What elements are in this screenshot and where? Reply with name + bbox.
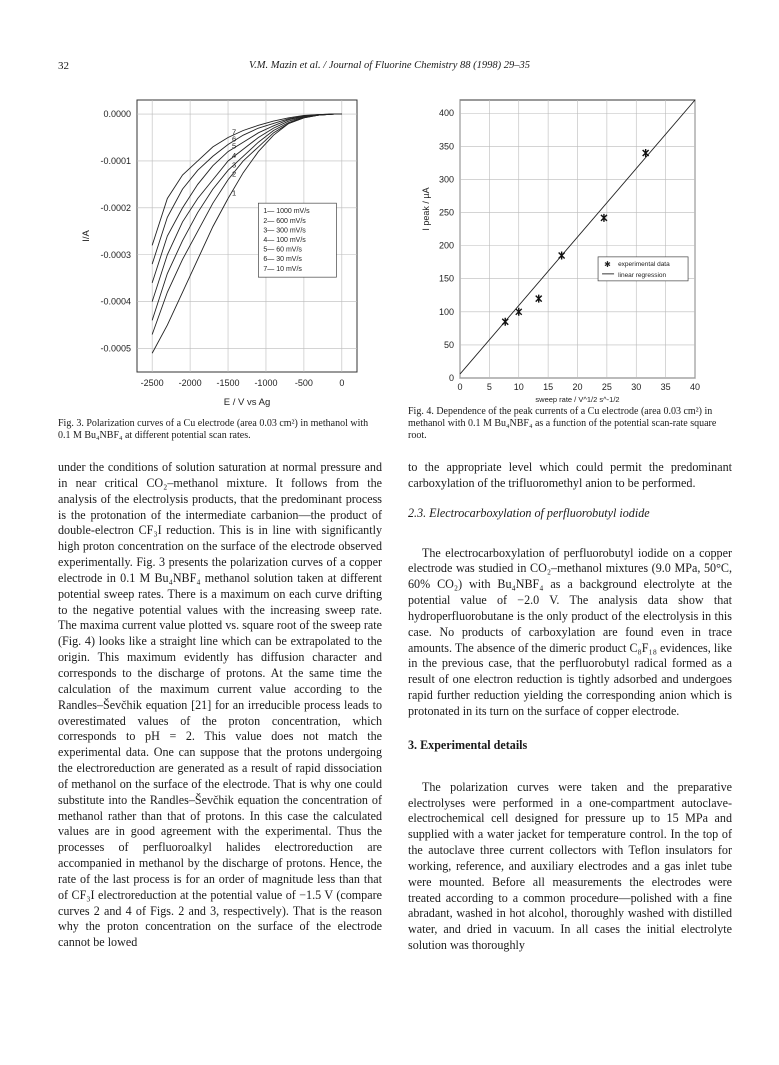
- y-tick-label: -0.0003: [100, 249, 131, 260]
- y-tick-label: 150: [438, 273, 454, 284]
- y-tick-label: 0.0000: [103, 109, 131, 120]
- figure-4-caption: Fig. 4. Dependence of the peak currents of a Cu electrode (area 0.03 cm²) in methanol with 0.1 M Bu₄NBF₄ as a function of the potential scan-rate square root.: [408, 406, 717, 441]
- curve-label: 5: [232, 141, 237, 151]
- paragraph: The polarization curves were taken and the preparative electrolyses were performed in a one-compartment autoclave-electrochemical cell designed for pressure up to 15 MPa and supplied with a water jacket for temperature control. In the top of the autoclave three current collectors with Teflon insulators for working, reference, and auxiliary electrodes and a gas inlet tube were mounted. Before all measurements the electrodes were treated according to a common procedure—polished with a fine abradant, washed in hot alcohol, thoroughly washed with distilled water, and dried in vacuum. In all cases the initial electrolyte solution was thoroughly: [408, 779, 732, 953]
- data-point: [536, 295, 542, 303]
- y-tick-label: -0.0001: [100, 155, 131, 166]
- x-tick-label: 15: [543, 382, 554, 392]
- right-column: [408, 460, 732, 954]
- curve-label: 3: [232, 160, 237, 170]
- data-point: [502, 318, 508, 326]
- figure-4-chart: [415, 80, 715, 410]
- x-tick-label: 35: [660, 382, 671, 392]
- x-tick-label: 0: [457, 382, 463, 392]
- paragraph: to the appropriate level which could permit the predominant carboxylation of the trifluoromethyl anion to be performed.: [408, 460, 732, 490]
- x-tick-label: 25: [601, 382, 612, 392]
- x-tick-label: -1500: [216, 378, 240, 388]
- running-head: V.M. Mazin et al. / Journal of Fluorine Chemistry 88 (1998) 29–35: [249, 60, 530, 71]
- figure-3-caption: Fig. 3. Polarization curves of a Cu electrode (area 0.03 cm²) in methanol with 0.1 M Bu₄NBF₄ at different potential scan rates.: [58, 418, 369, 441]
- data-point: [559, 252, 565, 260]
- x-tick-label: 10: [513, 382, 524, 392]
- legend-entry: 2— 600 mV/s: [263, 217, 306, 225]
- legend-entry: 7— 10 mV/s: [263, 265, 302, 273]
- section-title: 2.3. Electrocarboxylation of perfluorobutyl iodide: [408, 505, 650, 520]
- y-tick-label: 0: [448, 373, 454, 383]
- x-tick-label: -500: [294, 378, 313, 388]
- x-tick-label: 20: [572, 382, 583, 392]
- y-tick-label: 200: [438, 240, 454, 251]
- legend-entry: 5— 60 mV/s: [263, 246, 302, 254]
- x-tick-label: -2500: [140, 378, 164, 388]
- curve-label: 7: [232, 127, 237, 137]
- legend-entry: 1— 1000 mV/s: [263, 208, 310, 216]
- legend-entry: linear regression: [618, 271, 667, 279]
- curve-label: 2: [232, 169, 237, 179]
- legend-marker: ✱: [604, 259, 611, 269]
- left-column: [58, 460, 382, 951]
- legend-entry: 3— 300 mV/s: [263, 227, 306, 235]
- x-tick-label: -2000: [178, 378, 202, 388]
- y-axis-label: I peak / µA: [421, 187, 431, 231]
- curve-label: 1: [232, 188, 237, 198]
- x-tick-label: 0: [339, 378, 345, 388]
- x-tick-label: 40: [689, 382, 701, 392]
- y-axis-label: I/A: [81, 230, 92, 242]
- y-tick-label: 50: [443, 339, 454, 350]
- y-tick-label: 350: [438, 141, 454, 152]
- y-tick-label: -0.0002: [100, 202, 131, 213]
- legend-entry: 4— 100 mV/s: [263, 236, 306, 244]
- x-tick-label: -1000: [254, 378, 278, 388]
- x-tick-label: 30: [631, 382, 642, 392]
- y-tick-label: 100: [438, 306, 454, 317]
- paragraph: The electrocarboxylation of perfluorobutyl iodide on a copper electrode was studied in CO₂–methanol mixtures (9.0 MPa, 50°C, 60% CO₂) with Bu₄NBF₄ as a background electrolyte at the potential value of −2.0 V. The analysis data show that hydroperfluorobutane is the only product of the electrolysis in this case. No products of carboxylation are found even in trace amounts. The absence of the dimeric product C₈F₁₈ evidences, like in the previous case, that the perfluorobutyl radical formed as a result of one electron reduction is tightly adsorbed and undergoes rapid further reduction yielding the corresponding anion which is protonated in its turn on the surface of copper electrode.: [408, 545, 732, 718]
- y-tick-label: 250: [438, 207, 454, 218]
- data-point: [601, 214, 607, 222]
- legend-entry: experimental data: [618, 260, 670, 268]
- data-point: [643, 149, 649, 157]
- y-tick-label: -0.0004: [100, 296, 131, 307]
- y-tick-label: -0.0005: [100, 343, 131, 354]
- legend-entry: 6— 30 mV/s: [263, 256, 302, 264]
- page-number: 32: [58, 60, 69, 72]
- x-axis-label: sweep rate / V^1/2 s^-1/2: [535, 395, 620, 404]
- curve-label: 6: [232, 134, 237, 144]
- x-tick-label: 5: [486, 382, 492, 392]
- curve-label: 4: [232, 150, 237, 160]
- section-heading: 3. Experimental details: [408, 737, 528, 752]
- paragraph: under the conditions of solution saturation at normal pressure and in near critical CO₂–methanol mixture. It follows from the analysis of the electrolysis products, that the predominant process is the protonation of the intermediate carbanion—the product of double-electron CF₃I reduction. This is in line with significantly high proton concentration on the surface of the electrode observed experimentally. Fig. 3 presents the polarization curves of a copper electrode in 0.1 M Bu₄NBF₄ methanol solution taken at different potential sweep rates. There is a maximum on each curve drifting to the negative potential values with the increasing sweep rate. The maxima current value plotted vs. square root of the sweep rate (Fig. 4) looks like a straight line which can be extrapolated to the origin. This maximum evidently has diffusion character and corresponds to the discharge of protons. At the same time the calculation of the maximum current value according to the Randles–Ševčhik equation [21] for an irreducible process leads to overestimated values of the proton concentration, which corresponds to pH = 2. This value does not match the experimental data. One can suppose that the protons undergoing the electroreduction are generated as a result of rapid dissociation of methanol on the surface of the electrode. That is why one could substitute into the Randles–Ševčhik equation the concentration of methanol rather than that of protons. In this case the calculated values are in good agreement with the experimental. Thus the processes of perfluoroalkyl halides electroreduction are accompanied in methanol by the discharge of protons. Hence, the rate of the last process is for an order of magnitude less than that of CF₃I electroreduction at the potential value of −1.5 V (compare curves 2 and 4 of Figs. 2 and 3, respectively). That is the reason why the proton concentration on the surface of the electrode cannot be lowed: [58, 460, 382, 950]
- y-tick-label: 400: [438, 108, 454, 119]
- y-tick-label: 300: [438, 174, 454, 185]
- x-axis-label: E / V vs Ag: [223, 397, 271, 408]
- figure-3-chart: [75, 80, 365, 410]
